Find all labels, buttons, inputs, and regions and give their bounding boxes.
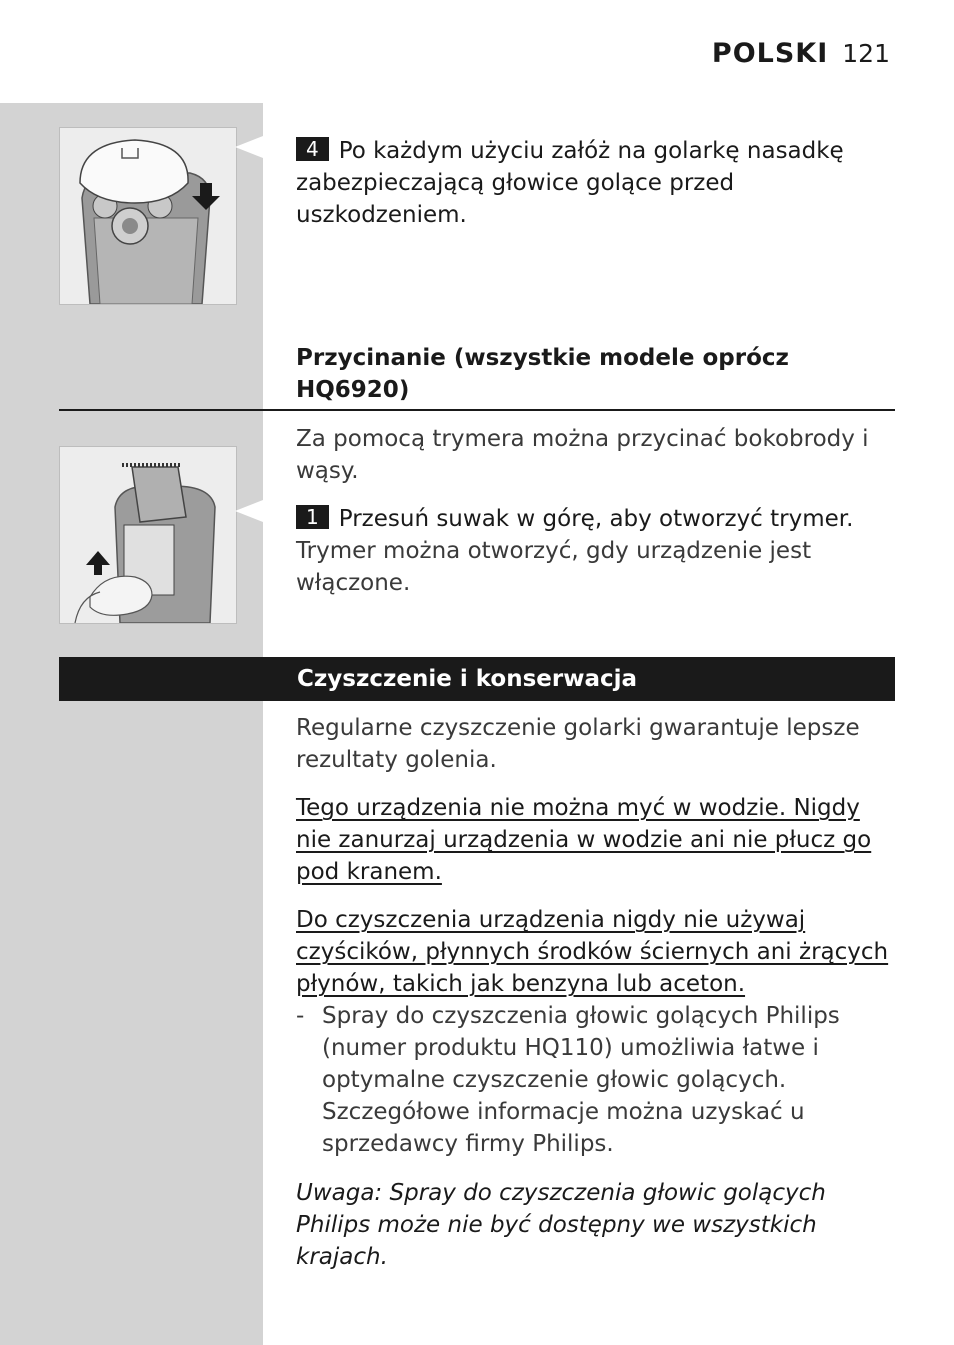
figure-pointer [235,500,263,522]
step-4-text: Po każdym użyciu załóż na golarkę nasadkę zabezpieczającą głowice golące przed uszkodzeniem. [296,138,844,228]
shaver-cap-drawing [60,128,236,304]
cleaning-intro: Regularne czyszczenie golarki gwarantuje lepsze rezultaty golenia. [296,715,860,773]
warning-abrasives-text: Do czyszczenia urządzenia nigdy nie używaj czyścików, płynnych środków ściernych ani żrących płynów, takich jak benzyna lub aceton. [296,907,889,997]
trimming-intro: Za pomocą trymera można przycinać bokobrody i wąsy. [296,426,869,484]
bullet-text: Spray do czyszczenia głowic golących Philips (numer produktu HQ110) umożliwia łatwe i optymalne czyszczenie głowic golących. Szczegółowe informacje można uzyskać u sprzedawcy firmy Philips. [322,1003,840,1157]
list-item [296,1000,894,1160]
warning-water-text: Tego urządzenia nie można myć w wodzie. Nigdy nie zanurzaj urządzenia w wodzie ani nie płucz go pod kranem. [296,795,872,885]
language-label: POLSKI [711,38,829,69]
page-header [712,38,890,69]
warning-water [296,792,894,888]
step-1-text: Przesuń suwak w górę, aby otworzyć trymer. [338,506,854,532]
step-number-badge: 1 [296,505,329,529]
section-divider [59,409,895,411]
cleaning-heading: Czyszczenie i konserwacja [297,666,638,692]
trimmer-illustration [59,446,237,624]
cleaning-section-bar [59,657,895,701]
step-number-badge: 4 [296,137,329,161]
bullet-dash: - [296,1003,305,1029]
trimming-heading: Przycinanie (wszystkie modele oprócz HQ6920) [296,345,789,403]
page-number: 121 [842,39,890,68]
shaver-cap-illustration [59,127,237,305]
availability-note: Uwaga: Spray do czyszczenia głowic golących Philips może nie być dostępny we wszystkich krajach. [296,1180,826,1270]
figure-pointer [235,136,263,158]
step-1-paragraph [296,503,894,599]
trimmer-drawing [60,447,236,623]
step-4-paragraph [296,135,894,231]
warning-abrasives [296,904,894,1000]
up-arrow-icon [86,551,110,575]
cleaning-bullet [296,1000,894,1160]
step-1-note: Trymer można otworzyć, gdy urządzenie jest włączone. [296,538,812,596]
